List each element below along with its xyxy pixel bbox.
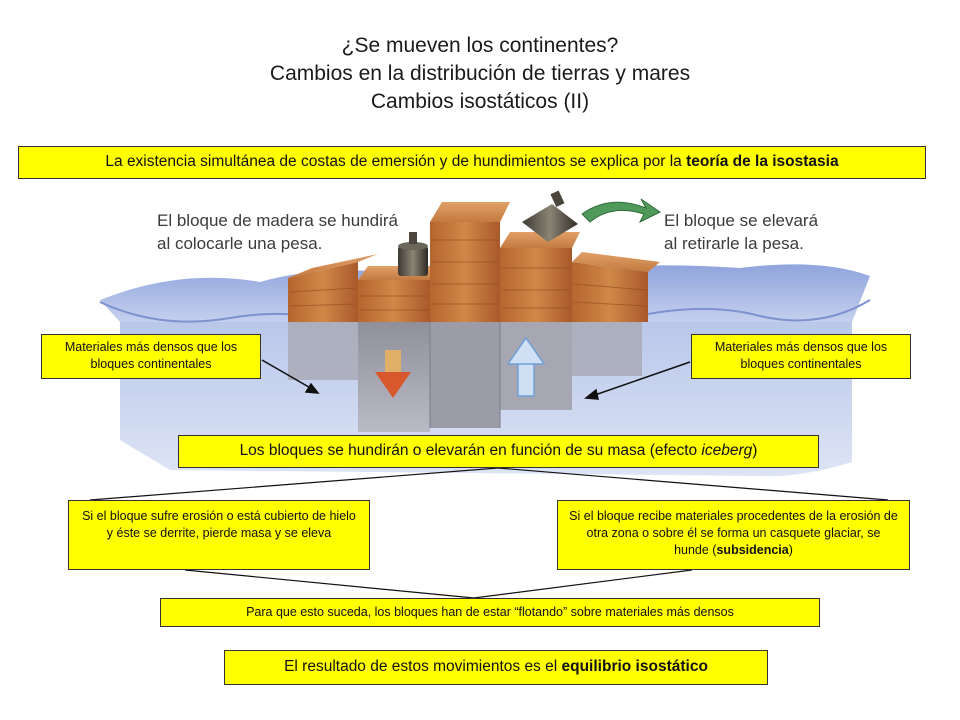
subsidence-box — [557, 500, 910, 570]
density-label-left: Materiales más densos que los bloques continentales — [41, 334, 261, 379]
caption-left-line-1: El bloque de madera se hundirá — [157, 211, 398, 230]
curve-arrow — [582, 199, 660, 222]
title-line-3: Cambios isostáticos (II) — [370, 90, 590, 113]
caption-left — [157, 209, 398, 255]
caption-right-line-2: al retirarle la pesa. — [664, 234, 804, 253]
mass-text: Los bloques se hundirán o elevarán en función de su masa (efecto — [239, 442, 702, 459]
mass-box — [178, 435, 819, 468]
result-text: El resultado de estos movimientos es el — [284, 658, 562, 675]
intro-text: La existencia simultánea de costas de emersión y de hundimientos se explica por la — [105, 153, 687, 170]
subsidence-text: Si el bloque recibe materiales procedentes de la erosión de otra zona o sobre él se forma un casquete glaciar, se hunde ( — [569, 509, 898, 557]
title-line-1: ¿Se mueven los continentes? — [341, 34, 619, 57]
caption-right — [664, 209, 818, 255]
result-box — [224, 650, 768, 685]
title-line-2: Cambios en la distribución de tierras y mares — [269, 62, 691, 85]
floating-box: Para que esto suceda, los bloques han de estar “flotando” sobre materiales más densos — [160, 598, 820, 627]
mass-italic: iceberg — [701, 442, 753, 459]
caption-left-line-2: al colocarle una pesa. — [157, 234, 323, 253]
result-bold: equilibrio isostático — [561, 658, 708, 675]
density-label-right: Materiales más densos que los bloques continentales — [691, 334, 911, 379]
subsidence-end: ) — [788, 543, 793, 557]
subsidence-bold: subsidencia — [716, 543, 789, 557]
mass-end: ) — [752, 442, 758, 459]
weight-left — [398, 232, 428, 276]
erosion-box: Si el bloque sufre erosión o está cubierto de hielo y éste se derrite, pierde masa y se eleva — [68, 500, 370, 570]
caption-right-line-1: El bloque se elevará — [664, 211, 819, 230]
intro-bold: teoría de la isostasia — [686, 153, 839, 170]
